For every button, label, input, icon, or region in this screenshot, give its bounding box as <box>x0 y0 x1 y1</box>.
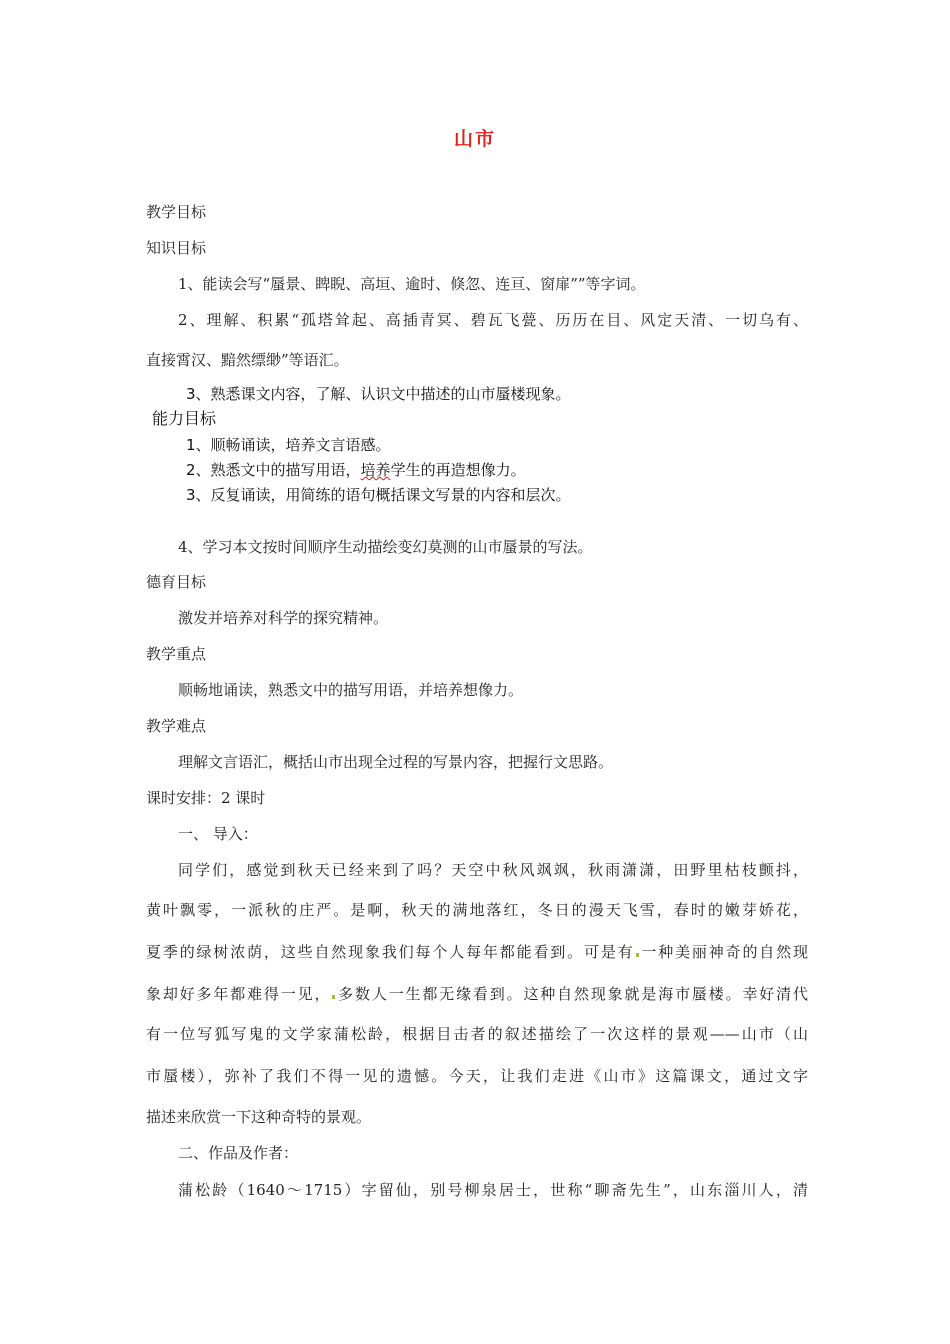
knowledge-item-2-line2: 直接霄汉、黯然缥缈”等语汇。 <box>146 351 349 369</box>
stray-mark <box>332 995 335 999</box>
knowledge-item-2-line1: 2、理解、积累“孤塔耸起、高插青冥、碧瓦飞甍、历历在目、风定天清、一切乌有、 <box>178 311 808 329</box>
knowledge-item-1: 1、能读会写“蜃景、睥睨、高垣、逾时、倏忽、连亘、窗扉””等字词。 <box>178 275 646 293</box>
intro-heading: 一、 导入： <box>178 825 258 843</box>
scanned-ability-item-3: 3、反复诵读，用简练的语句概括课文写景的内容和层次。 <box>186 486 571 504</box>
intro-line-3b: 一种美丽神奇的自然现 <box>639 943 808 961</box>
heading-key-point: 教学重点 <box>146 645 207 663</box>
key-point-text: 顺畅地诵读，熟悉文中的描写用语，并培养想像力。 <box>178 681 524 699</box>
intro-line-2: 黄叶飘零，一派秋的庄严。是啊，秋天的满地落红，冬日的漫天飞雪，春时的嫩芽娇花， <box>146 901 808 919</box>
scanned-knowledge-item-3: 3、熟悉课文内容，了解、认识文中描述的山市蜃楼现象。 <box>186 385 571 403</box>
author-line-1: 蒲松龄（1640～1715）字留仙，别号柳泉居士，世称“聊斋先生”，山东淄川人，清 <box>178 1181 808 1199</box>
intro-line-4a: 象却好多年都难得一见， <box>146 985 332 1003</box>
intro-line-6: 市蜃楼），弥补了我们不得一见的遗憾。今天，让我们走进《山市》这篇课文，通过文字 <box>146 1067 808 1085</box>
page-title: 山市 <box>453 128 496 150</box>
intro-line-3 <box>146 942 808 962</box>
ability-item-2-post: 学生的再造想像力。 <box>390 461 526 479</box>
intro-line-4b: 多数人一生都无缘看到。这种自然现象就是海市蜃楼。幸好清代 <box>336 985 808 1003</box>
moral-goal-text: 激发并培养对科学的探究精神。 <box>178 609 389 627</box>
intro-line-5: 有一位写狐写鬼的文学家蒲松龄，根据目击者的叙述描绘了一次这样的景观——山市（山 <box>146 1025 808 1043</box>
scanned-ability-item-2 <box>186 460 526 480</box>
spellcheck-marked-word: 培养 <box>360 461 391 479</box>
heading-moral-goal: 德育目标 <box>146 573 207 591</box>
schedule-text: 课时安排：2 课时 <box>146 789 266 807</box>
stray-mark <box>636 953 639 957</box>
knowledge-item-4: 4、学习本文按时间顺序生动描绘变幻莫测的山市蜃景的写法。 <box>178 538 593 556</box>
intro-line-4 <box>146 984 808 1004</box>
intro-line-1: 同学们，感觉到秋天已经来到了吗？天空中秋风飒飒，秋雨潇潇，田野里枯枝颤抖， <box>178 861 808 879</box>
heading-difficulty: 教学难点 <box>146 717 207 735</box>
heading-knowledge-goal: 知识目标 <box>146 239 207 257</box>
intro-line-7: 描述来欣赏一下这种奇特的景观。 <box>146 1108 372 1126</box>
author-heading: 二、作品及作者： <box>178 1144 299 1162</box>
ability-item-2-pre: 2、熟悉文中的描写用语， <box>186 461 361 479</box>
scanned-ability-item-1: 1、顺畅诵读，培养文言语感。 <box>186 436 391 454</box>
intro-line-3a: 夏季的绿树浓荫，这些自然现象我们每个人每年都能看到。可是有 <box>146 943 635 961</box>
difficulty-text: 理解文言语汇，概括山市出现全过程的写景内容，把握行文思路。 <box>178 753 614 771</box>
heading-teaching-goal: 教学目标 <box>146 203 207 221</box>
scanned-heading-ability-goal: 能力目标 <box>152 409 217 428</box>
